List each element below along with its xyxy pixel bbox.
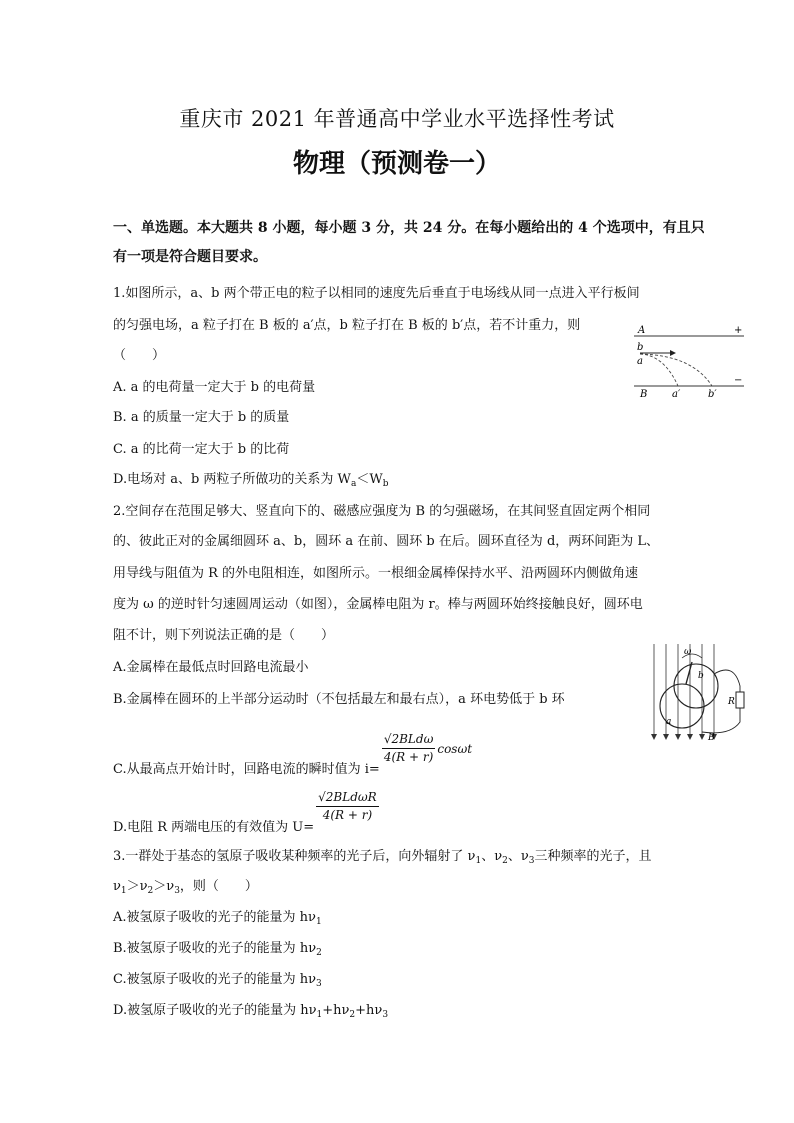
q1-fig-label-b-prime: b′ <box>708 389 717 400</box>
q1-option-c: C. a 的比荷一定大于 b 的比荷 <box>113 442 290 457</box>
q2-stem-line1: 2.空间存在范围足够大、竖直向下的、磁感应强度为 B 的匀强磁场，在其间竖直固定两个相同 <box>113 504 651 519</box>
q2-fig-label-r: R <box>728 697 735 707</box>
q3-option-d: D.被氢原子吸收的光子的能量为 $h\nu_1+h\nu_2+h\nu_3$ <box>113 1003 389 1020</box>
q1-option-d: D.电场对 a、b 两粒子所做功的关系为 $W_a<W_b$ <box>113 472 389 489</box>
q3-option-c: C.被氢原子吸收的光子的能量为 $h\nu_3$ <box>113 972 322 989</box>
q3-option-b: B.被氢原子吸收的光子的能量为 $h\nu_2$ <box>113 941 322 958</box>
q1-stem-line2: 的匀强电场，a 粒子打在 B 板的 a′点，b 粒子打在 B 板的 b′点，若不计重力，则 <box>113 318 581 333</box>
q2-option-a: A.金属棒在最低点时回路电流最小 <box>113 660 309 675</box>
exam-subtitle: 物理（预测卷一） <box>292 149 501 179</box>
q1-fig-label-b: b <box>637 342 644 353</box>
q3-stem-line2: $\nu_1>\nu_2>\nu_3$，则（ ） <box>113 879 258 896</box>
q1-option-a: A. a 的电荷量一定大于 b 的电荷量 <box>113 380 316 395</box>
q1-answer-paren: （ ） <box>113 348 166 363</box>
q2-fig-label-omega: ω <box>684 647 692 657</box>
q2-stem-line3: 用导线与阻值为 R 的外电阻相连，如图所示。一根细金属棒保持水平、沿两圆环内侧做角速 <box>113 566 639 581</box>
q1-fig-label-plate-a: A <box>638 325 646 336</box>
q2-stem-line4: 度为 ω 的逆时针匀速圆周运动（如图），金属棒电阻为 r。棒与两圆环始终接触良好，圆环电 <box>113 597 643 612</box>
section-instruction-line2: 有一项是符合题目要求。 <box>113 249 267 265</box>
q1-option-b: B. a 的质量一定大于 b 的质量 <box>113 410 290 425</box>
q2-fig-label-field: B <box>708 733 715 743</box>
q2-stem-line5: 阻不计，则下列说法正确的是（ ） <box>113 628 335 643</box>
q2-option-d-fraction: $\frac{\text{√2BLdωR}}{4(R + r)}$ <box>318 790 377 822</box>
q3-stem-line1: 3.一群处于基态的氢原子吸收某种频率的光子后，向外辐射了 $\nu_1$、$\nu_2$、$\nu_3$三种频率的光子，且 <box>113 849 652 866</box>
q1-stem-line1: 1.如图所示，a、b 两个带正电的粒子以相同的速度先后垂直于电场线从同一点进入平行板间 <box>113 286 640 301</box>
q2-option-d: D.电阻 R 两端电压的有效值为 U= $\frac{\text{√2BLdωR}}{4(R + r)}$ <box>113 790 377 835</box>
q2-ring-magnetic-field-figure <box>648 640 756 744</box>
q1-fig-label-a: a <box>637 356 643 367</box>
exam-title: 重庆市 2021 年普通高中学业水平选择性考试 <box>179 107 615 131</box>
q1-fig-label-plus: + <box>734 325 743 336</box>
q1-parallel-plate-figure <box>630 322 750 400</box>
q1-fig-label-minus: − <box>734 375 743 386</box>
q2-stem-line2: 的、彼此正对的金属细圆环 a、b，圆环 a 在前、圆环 b 在后。圆环直径为 d，两环间距为 L、 <box>113 534 660 549</box>
q1-fig-label-plate-b: B <box>640 389 648 400</box>
q2-option-c-fraction: $\frac{\text{√2BLdω}}{4(R + r)}$ <box>383 732 434 764</box>
section-instruction-line1: 一、单选题。本大题共 8 小题，每小题 3 分，共 24 分。在每小题给出的 4 个选项中，有且只 <box>113 220 705 236</box>
q2-option-b: B.金属棒在圆环的上半部分运动时（不包括最左和最右点），a 环电势低于 b 环 <box>113 692 565 707</box>
q3-option-a: A.被氢原子吸收的光子的能量为 $h\nu_1$ <box>113 910 322 927</box>
q2-fig-label-b: b <box>698 671 704 681</box>
q1-fig-label-a-prime: a′ <box>672 389 681 400</box>
q2-option-c: C.从最高点开始计时，回路电流的瞬时值为 i= $\frac{\text{√2BLdω}}{4(R + r)}$ cosωt <box>113 732 473 777</box>
q2-fig-label-a: a <box>666 717 672 727</box>
